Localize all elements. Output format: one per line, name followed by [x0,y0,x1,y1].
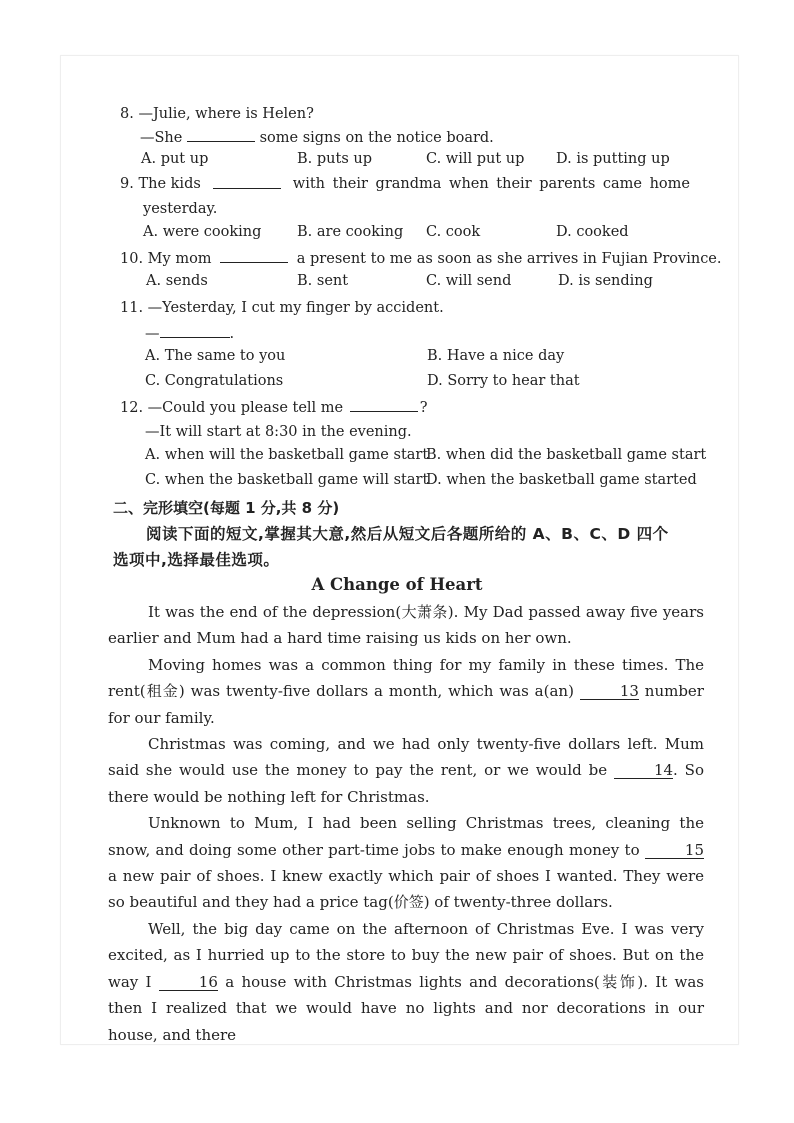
q11-option-d[interactable]: D. Sorry to hear that [427,373,580,389]
q8-option-b[interactable]: B. puts up [297,151,372,167]
q9-line2: yesterday. [143,201,218,217]
q11-stem: 11. —Yesterday, I cut my finger by accident. [120,300,444,316]
q12-stem [120,397,428,418]
q12-line2: —It will start at 8:30 in the evening. [145,424,412,440]
blank-16[interactable]: 16 [159,974,218,991]
q9-option-d[interactable]: D. cooked [556,224,629,240]
q9-option-b[interactable]: B. are cooking [297,224,404,240]
q8-stem: 8. —Julie, where is Helen? [120,106,314,122]
q10-stem-a: 10. My mom [120,251,212,267]
q10-option-d[interactable]: D. is sending [558,273,653,289]
q12-stem-b: ? [419,400,428,416]
paragraph-2-b: number for our family. [108,682,704,727]
paragraph-4-a: Unknown to Mum, I had been selling Christmas trees, cleaning the snow, and doing some other part-time jobs to make enough money to [108,814,704,859]
paragraph-4 [108,810,704,916]
q8-option-c[interactable]: C. will put up [426,151,525,167]
passage-body [108,599,704,1048]
paragraph-5-a: Well, the big day came on the afternoon of Christmas Eve. I was very excited, as I hurried up to the store to buy the new pair of shoes. But on the way I [108,919,704,991]
q11-line2 [145,323,234,344]
q12-stem-a: 12. —Could you please tell me [120,400,344,416]
paragraph-4-b: a new pair of shoes. I knew exactly which pair of shoes I wanted. They were so beautiful and they had a price tag(价签) of twenty-three dollars. [108,867,704,912]
q10-option-b[interactable]: B. sent [297,273,349,289]
q12-blank[interactable] [350,397,418,412]
paragraph-3 [108,731,704,810]
q9-stem-a: 9. The kids [120,176,201,192]
section-heading: 二、完形填空(每题 1 分,共 8 分) [113,499,340,517]
section-instructions-line2: 选项中,选择最佳选项。 [113,551,280,569]
q9-stem [120,174,690,194]
q12-option-c[interactable]: C. when the basketball game will start [145,472,429,488]
q8-line2-a: —She [140,130,183,146]
q11-option-c[interactable]: C. Congratulations [145,373,284,389]
blank-13[interactable]: 13 [580,683,639,700]
q11-line2-b: . [229,326,235,342]
q11-line2-a: — [145,326,160,342]
q8-blank[interactable] [187,127,255,142]
q8-line2 [140,127,494,148]
q10-option-c[interactable]: C. will send [426,273,512,289]
q9-option-a[interactable]: A. were cooking [143,224,262,240]
q12-option-b[interactable]: B. when did the basketball game start [426,447,707,463]
paragraph-5 [108,916,704,1048]
paragraph-3-b: . So there would be nothing left for Christmas. [108,761,704,806]
paragraph-2 [108,652,704,731]
blank-14[interactable]: 14 [614,762,673,779]
q11-option-b[interactable]: B. Have a nice day [427,348,565,364]
paragraph-5-b: a house with Christmas lights and decorations(装饰). It was then I realized that we would have no lights and nor decorations in our house, and there [108,972,705,1044]
passage-title: A Change of Heart [311,575,483,594]
q11-option-a[interactable]: A. The same to you [145,348,286,364]
q10-blank[interactable] [220,248,288,263]
q9-blank[interactable] [213,174,281,189]
paragraph-3-a: Christmas was coming, and we had only twenty-five dollars left. Mum said she would use the money to pay the rent, or we would be [108,735,704,780]
q12-option-d[interactable]: D. when the basketball game started [426,472,697,488]
section-instructions-line1: 阅读下面的短文,掌握其大意,然后从短文后各题所给的 A、B、C、D 四个 [146,525,669,543]
q10-stem-b: a present to me as soon as she arrives in Fujian Province. [296,251,722,267]
q11-blank[interactable] [160,323,230,338]
q9-stem-b: with their grandma when their parents came home [292,176,690,192]
q12-option-a[interactable]: A. when will the basketball game start [145,447,429,463]
q10-option-a[interactable]: A. sends [146,273,208,289]
blank-15[interactable]: 15 [645,842,704,859]
q8-line2-b: some signs on the notice board. [259,130,494,146]
q10-stem [120,248,722,269]
q9-option-c[interactable]: C. cook [426,224,481,240]
paragraph-2-a: Moving homes was a common thing for my family in these times. The rent(租金) was twenty-five dollars a month, which was a(an) [108,655,704,701]
q8-option-d[interactable]: D. is putting up [556,151,670,167]
q8-option-a[interactable]: A. put up [141,151,209,167]
paragraph-1: It was the end of the depression(大萧条). My Dad passed away five years earlier and Mum had a hard time raising us kids on her own. [108,603,704,648]
